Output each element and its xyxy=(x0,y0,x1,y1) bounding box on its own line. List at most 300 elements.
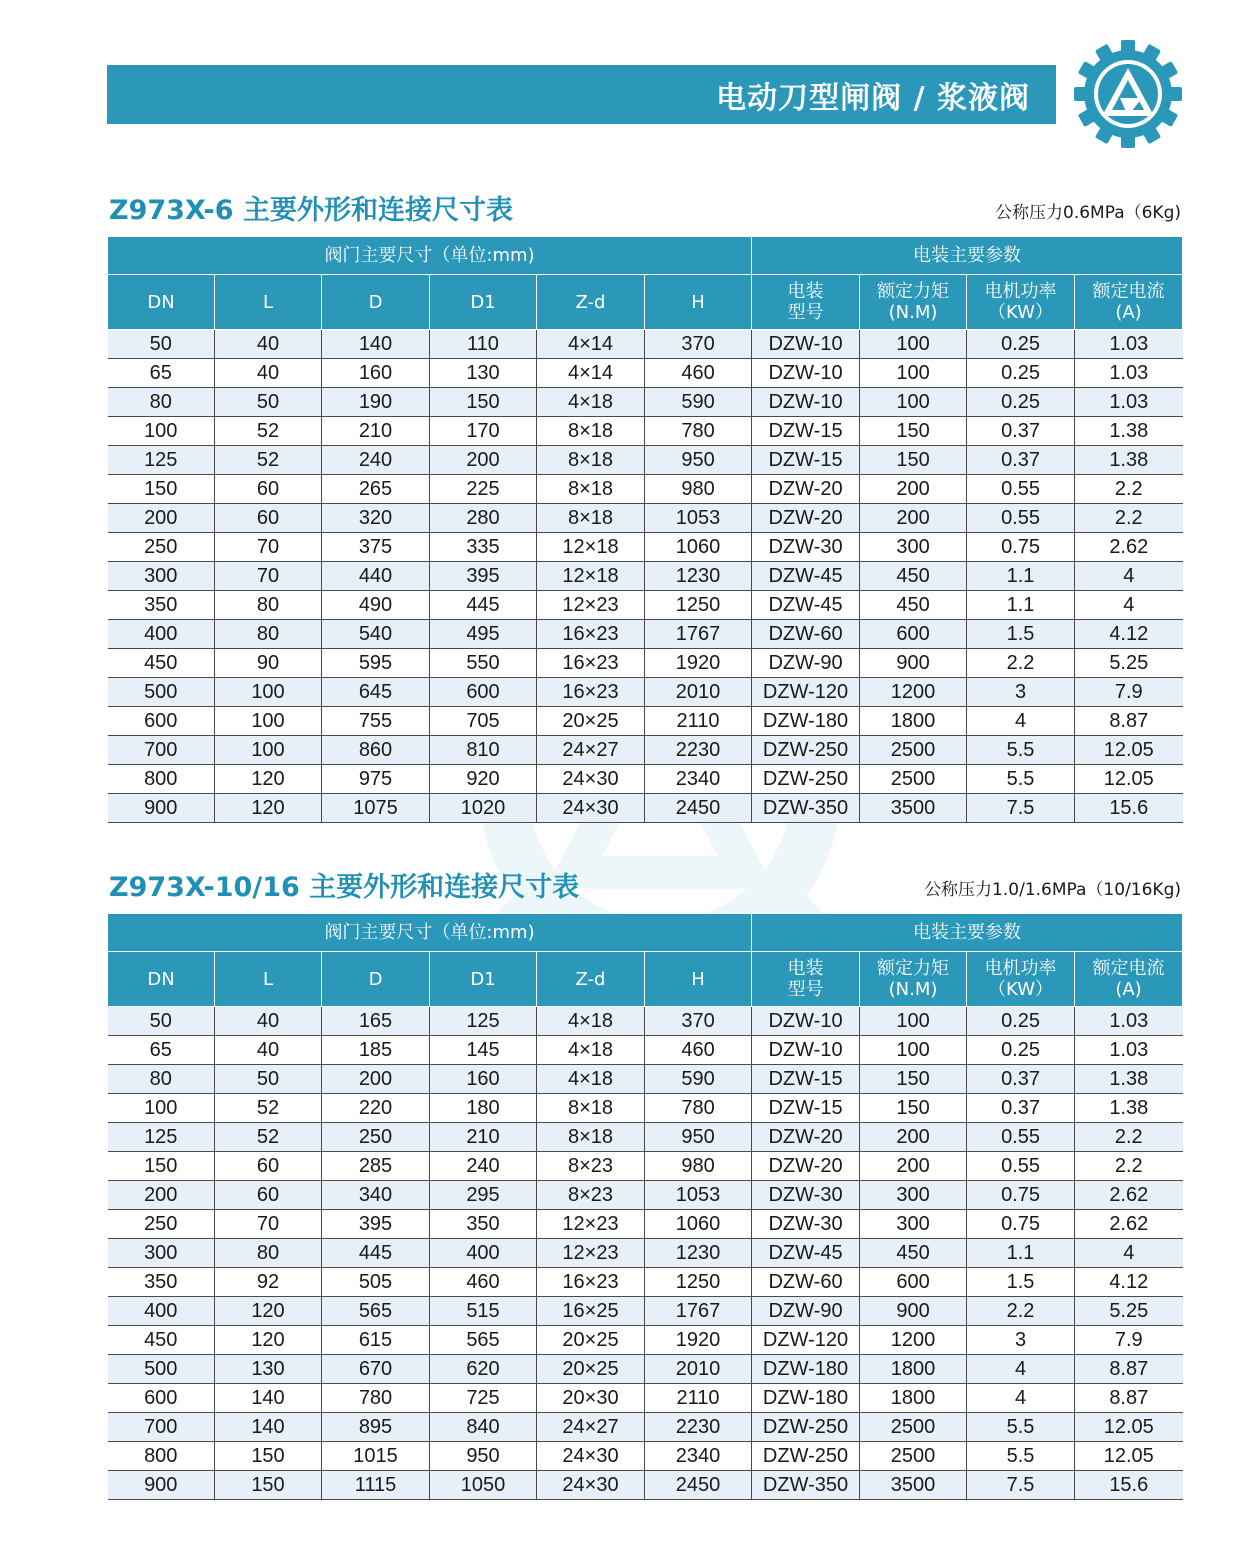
column-header-line: 电装 xyxy=(787,958,824,979)
table-cell: 2.62 xyxy=(1075,533,1183,562)
table-cell: 645 xyxy=(322,678,430,707)
column-header xyxy=(860,275,967,330)
table-cell: 2230 xyxy=(645,1413,752,1442)
table-cell: DZW-10 xyxy=(752,359,860,388)
column-header xyxy=(215,952,322,1007)
column-header xyxy=(322,275,430,330)
table-cell: 370 xyxy=(645,330,752,359)
table-cell: 860 xyxy=(322,736,430,765)
table-cell: 65 xyxy=(108,359,215,388)
table-cell: 250 xyxy=(322,1123,430,1152)
table-cell: DZW-30 xyxy=(752,533,860,562)
table-cell: 40 xyxy=(215,1036,322,1065)
table-cell: 400 xyxy=(430,1239,537,1268)
table-cell: 20×30 xyxy=(537,1384,645,1413)
table-cell: 295 xyxy=(430,1181,537,1210)
table-cell: 0.25 xyxy=(967,1007,1075,1036)
column-header-line: H xyxy=(691,291,705,313)
table-cell: DZW-30 xyxy=(752,1181,860,1210)
table-cell: DZW-120 xyxy=(752,1326,860,1355)
column-header-line: Z-d xyxy=(575,968,606,990)
column-header xyxy=(537,275,645,330)
table-cell: 8×18 xyxy=(537,446,645,475)
table-cell: 250 xyxy=(108,533,215,562)
table-cell: 200 xyxy=(322,1065,430,1094)
table-cell: 16×23 xyxy=(537,620,645,649)
table-cell: 150 xyxy=(860,417,967,446)
column-header xyxy=(322,952,430,1007)
column-header-row xyxy=(108,275,1183,330)
table-cell: DZW-10 xyxy=(752,1036,860,1065)
table-cell: 450 xyxy=(860,1239,967,1268)
table-row xyxy=(108,1326,1183,1355)
table-cell: 0.55 xyxy=(967,1123,1075,1152)
table-cell: 180 xyxy=(430,1094,537,1123)
column-header-line: （KW） xyxy=(988,302,1054,323)
table-cell: 550 xyxy=(430,649,537,678)
table-cell: 12×23 xyxy=(537,591,645,620)
column-header xyxy=(967,275,1075,330)
table-cell: 565 xyxy=(430,1326,537,1355)
table-cell: DZW-350 xyxy=(752,1471,860,1500)
table-cell: 2.2 xyxy=(1075,475,1183,504)
table-cell: 150 xyxy=(108,475,215,504)
table-cell: 8.87 xyxy=(1075,1355,1183,1384)
table-row xyxy=(108,1268,1183,1297)
table-row xyxy=(108,1355,1183,1384)
table-cell: 1250 xyxy=(645,1268,752,1297)
table-cell: 975 xyxy=(322,765,430,794)
table-cell: DZW-180 xyxy=(752,1384,860,1413)
table-row xyxy=(108,1239,1183,1268)
table-cell: 52 xyxy=(215,446,322,475)
table-cell: 8×18 xyxy=(537,1094,645,1123)
column-header xyxy=(537,952,645,1007)
table-cell: 500 xyxy=(108,678,215,707)
table-cell: 0.37 xyxy=(967,1065,1075,1094)
table-cell: DZW-45 xyxy=(752,562,860,591)
table-cell: 190 xyxy=(322,388,430,417)
table-cell: 150 xyxy=(430,388,537,417)
table-cell: 125 xyxy=(430,1007,537,1036)
table-cell: 24×27 xyxy=(537,1413,645,1442)
table-cell: 1.03 xyxy=(1075,1036,1183,1065)
table-cell: 210 xyxy=(430,1123,537,1152)
column-header xyxy=(1075,952,1183,1007)
column-header xyxy=(430,275,537,330)
table-cell: 80 xyxy=(215,1239,322,1268)
table-cell: 900 xyxy=(860,649,967,678)
table-cell: 1230 xyxy=(645,1239,752,1268)
table-row xyxy=(108,678,1183,707)
column-header-line: 电机功率 xyxy=(984,958,1057,979)
table-cell: 40 xyxy=(215,359,322,388)
table-cell: 370 xyxy=(645,1007,752,1036)
table-cell: 50 xyxy=(215,1065,322,1094)
table-cell: 24×30 xyxy=(537,765,645,794)
table-cell: 590 xyxy=(645,388,752,417)
column-header xyxy=(752,275,860,330)
table-cell: DZW-15 xyxy=(752,1065,860,1094)
table-cell: 125 xyxy=(108,1123,215,1152)
table-cell: 515 xyxy=(430,1297,537,1326)
table-cell: 2450 xyxy=(645,794,752,823)
table-row xyxy=(108,504,1183,533)
table-cell: DZW-30 xyxy=(752,1210,860,1239)
table-cell: DZW-250 xyxy=(752,1413,860,1442)
table-cell: 0.25 xyxy=(967,1036,1075,1065)
table-cell: 780 xyxy=(645,1094,752,1123)
table-cell: 600 xyxy=(860,620,967,649)
table-cell: 80 xyxy=(215,591,322,620)
table-cell: 110 xyxy=(430,330,537,359)
table-cell: 0.25 xyxy=(967,359,1075,388)
table-cell: 2340 xyxy=(645,1442,752,1471)
table-cell: 15.6 xyxy=(1075,794,1183,823)
table-cell: DZW-10 xyxy=(752,330,860,359)
table-row xyxy=(108,359,1183,388)
table-cell: 0.75 xyxy=(967,1181,1075,1210)
column-header-line: 型号 xyxy=(787,979,824,1000)
table-cell: 150 xyxy=(215,1442,322,1471)
table-cell: 1200 xyxy=(860,1326,967,1355)
table-cell: 100 xyxy=(215,736,322,765)
table-cell: 52 xyxy=(215,417,322,446)
table-cell: 100 xyxy=(860,1007,967,1036)
table-cell: 70 xyxy=(215,533,322,562)
table-cell: 8.87 xyxy=(1075,1384,1183,1413)
table-cell: 450 xyxy=(108,1326,215,1355)
table-cell: 24×30 xyxy=(537,1471,645,1500)
table-cell: 780 xyxy=(322,1384,430,1413)
table-cell: 300 xyxy=(860,533,967,562)
table-cell: 200 xyxy=(860,475,967,504)
table-cell: 7.5 xyxy=(967,794,1075,823)
table-cell: 1767 xyxy=(645,620,752,649)
column-header-line: L xyxy=(262,968,274,990)
table-cell: 1060 xyxy=(645,533,752,562)
table-cell: 120 xyxy=(215,765,322,794)
table-cell: 4 xyxy=(967,1384,1075,1413)
table-cell: 1.38 xyxy=(1075,1094,1183,1123)
table-cell: 120 xyxy=(215,794,322,823)
table-cell: 225 xyxy=(430,475,537,504)
table-row xyxy=(108,1384,1183,1413)
table-cell: DZW-15 xyxy=(752,417,860,446)
column-header xyxy=(430,952,537,1007)
table-row xyxy=(108,1181,1183,1210)
table-cell: 440 xyxy=(322,562,430,591)
group-header-valve-dimensions: 阀门主要尺寸（单位:mm) xyxy=(108,914,752,952)
table-cell: 1920 xyxy=(645,1326,752,1355)
column-header xyxy=(645,275,752,330)
table-cell: DZW-45 xyxy=(752,1239,860,1268)
table-cell: 350 xyxy=(430,1210,537,1239)
table-cell: 3 xyxy=(967,678,1075,707)
table-cell: 20×25 xyxy=(537,1355,645,1384)
table-row xyxy=(108,1210,1183,1239)
table-body xyxy=(108,330,1183,823)
table-cell: 4×18 xyxy=(537,1036,645,1065)
table-cell: 24×30 xyxy=(537,1442,645,1471)
table-cell: 50 xyxy=(108,330,215,359)
table-cell: 755 xyxy=(322,707,430,736)
table-cell: 840 xyxy=(430,1413,537,1442)
table-cell: 210 xyxy=(322,417,430,446)
column-header-line: (N.M) xyxy=(888,302,938,323)
table-cell: 1.38 xyxy=(1075,417,1183,446)
table-body xyxy=(108,1007,1183,1500)
table-cell: 7.9 xyxy=(1075,678,1183,707)
table-cell: 200 xyxy=(860,1123,967,1152)
table-cell: 5.25 xyxy=(1075,1297,1183,1326)
table-row xyxy=(108,1471,1183,1500)
table-row xyxy=(108,533,1183,562)
table-cell: 4×18 xyxy=(537,1007,645,1036)
table-cell: 280 xyxy=(430,504,537,533)
table-cell: 4×14 xyxy=(537,330,645,359)
table-cell: 1767 xyxy=(645,1297,752,1326)
table-cell: 2230 xyxy=(645,736,752,765)
table-cell: 3500 xyxy=(860,1471,967,1500)
table-cell: 565 xyxy=(322,1297,430,1326)
table-cell: 200 xyxy=(430,446,537,475)
table-cell: 100 xyxy=(215,678,322,707)
table-cell: 20×25 xyxy=(537,1326,645,1355)
table-cell: DZW-20 xyxy=(752,504,860,533)
table-cell: 40 xyxy=(215,330,322,359)
table-cell: 12.05 xyxy=(1075,1442,1183,1471)
table-cell: 0.55 xyxy=(967,1152,1075,1181)
table-cell: 400 xyxy=(108,620,215,649)
table-row xyxy=(108,794,1183,823)
table-cell: 450 xyxy=(860,591,967,620)
table-cell: 1.5 xyxy=(967,1268,1075,1297)
table-cell: 1.38 xyxy=(1075,1065,1183,1094)
table-cell: 1250 xyxy=(645,591,752,620)
table-row xyxy=(108,765,1183,794)
table-cell: 0.37 xyxy=(967,417,1075,446)
table-cell: 4×18 xyxy=(537,388,645,417)
table-cell: DZW-60 xyxy=(752,1268,860,1297)
table-cell: 70 xyxy=(215,562,322,591)
table-cell: DZW-90 xyxy=(752,649,860,678)
table-cell: 590 xyxy=(645,1065,752,1094)
column-header-line: 额定力矩 xyxy=(877,281,950,302)
table-cell: DZW-120 xyxy=(752,678,860,707)
table-cell: 2.62 xyxy=(1075,1181,1183,1210)
table-cell: 12.05 xyxy=(1075,765,1183,794)
table-row xyxy=(108,1065,1183,1094)
table-cell: 8.87 xyxy=(1075,707,1183,736)
table-cell: 670 xyxy=(322,1355,430,1384)
column-header-line: 额定电流 xyxy=(1092,281,1165,302)
table-cell: 90 xyxy=(215,649,322,678)
table-cell: 5.25 xyxy=(1075,649,1183,678)
table-row xyxy=(108,1036,1183,1065)
table-cell: 285 xyxy=(322,1152,430,1181)
table-cell: 0.37 xyxy=(967,1094,1075,1123)
table-cell: 50 xyxy=(108,1007,215,1036)
group-header-valve-dimensions: 阀门主要尺寸（单位:mm) xyxy=(108,237,752,275)
table-cell: 500 xyxy=(108,1355,215,1384)
table-cell: 8×18 xyxy=(537,1123,645,1152)
table-cell: DZW-20 xyxy=(752,1152,860,1181)
table-cell: 170 xyxy=(430,417,537,446)
table-cell: 100 xyxy=(108,417,215,446)
table-cell: 24×27 xyxy=(537,736,645,765)
table-row xyxy=(108,1007,1183,1036)
spec-table-1 xyxy=(107,236,1183,823)
table-cell: 160 xyxy=(322,359,430,388)
table-cell: 200 xyxy=(860,1152,967,1181)
table-cell: 900 xyxy=(860,1297,967,1326)
table-cell: 5.5 xyxy=(967,1442,1075,1471)
table-cell: 1060 xyxy=(645,1210,752,1239)
table-cell: 125 xyxy=(108,446,215,475)
table-cell: 2.2 xyxy=(967,649,1075,678)
column-header-line: L xyxy=(262,291,274,313)
table-cell: 70 xyxy=(215,1210,322,1239)
table-cell: 800 xyxy=(108,765,215,794)
table-cell: 0.37 xyxy=(967,446,1075,475)
table-cell: 1200 xyxy=(860,678,967,707)
column-header-line: H xyxy=(691,968,705,990)
table-cell: 12.05 xyxy=(1075,1413,1183,1442)
table-cell: 265 xyxy=(322,475,430,504)
table-cell: 0.75 xyxy=(967,1210,1075,1239)
table-cell: DZW-180 xyxy=(752,1355,860,1384)
table-cell: 8×18 xyxy=(537,475,645,504)
table-cell: 460 xyxy=(645,359,752,388)
table-cell: 705 xyxy=(430,707,537,736)
table-cell: 4 xyxy=(967,707,1075,736)
table-cell: 150 xyxy=(860,1094,967,1123)
table-cell: 2110 xyxy=(645,1384,752,1413)
table-cell: 100 xyxy=(108,1094,215,1123)
table-cell: 3500 xyxy=(860,794,967,823)
table-cell: 250 xyxy=(108,1210,215,1239)
table-cell: 1.03 xyxy=(1075,330,1183,359)
table-cell: 12×23 xyxy=(537,1239,645,1268)
table-cell: 150 xyxy=(108,1152,215,1181)
table-cell: DZW-10 xyxy=(752,388,860,417)
column-header-line: D xyxy=(368,291,383,313)
table-cell: 950 xyxy=(645,446,752,475)
table-cell: 395 xyxy=(322,1210,430,1239)
table-cell: 445 xyxy=(322,1239,430,1268)
table-cell: 0.25 xyxy=(967,330,1075,359)
table-cell: 240 xyxy=(430,1152,537,1181)
table-1-title: Z973X-6 主要外形和连接尺寸表 xyxy=(109,195,513,226)
table-cell: 200 xyxy=(108,504,215,533)
column-header xyxy=(108,952,215,1007)
column-header-line: D1 xyxy=(470,291,496,313)
table-cell: 60 xyxy=(215,1181,322,1210)
table-cell: 100 xyxy=(215,707,322,736)
table-cell: 2.62 xyxy=(1075,1210,1183,1239)
column-header xyxy=(967,952,1075,1007)
column-header-line: 电机功率 xyxy=(984,281,1057,302)
table-row xyxy=(108,1094,1183,1123)
table-cell: 60 xyxy=(215,504,322,533)
table-cell: 1075 xyxy=(322,794,430,823)
table-cell: 92 xyxy=(215,1268,322,1297)
table-cell: 2500 xyxy=(860,1442,967,1471)
table-cell: 2500 xyxy=(860,736,967,765)
table-cell: 1053 xyxy=(645,1181,752,1210)
column-header-line: 电装 xyxy=(787,281,824,302)
table-cell: 4 xyxy=(967,1355,1075,1384)
table-cell: 1.03 xyxy=(1075,388,1183,417)
table-cell: 12×23 xyxy=(537,1210,645,1239)
table-cell: 1115 xyxy=(322,1471,430,1500)
table-cell: 3 xyxy=(967,1326,1075,1355)
table-cell: 5.5 xyxy=(967,765,1075,794)
table-cell: 300 xyxy=(860,1210,967,1239)
table-cell: 0.55 xyxy=(967,475,1075,504)
table-cell: 4 xyxy=(1075,562,1183,591)
table-cell: 980 xyxy=(645,1152,752,1181)
table-cell: DZW-15 xyxy=(752,1094,860,1123)
table-cell: 615 xyxy=(322,1326,430,1355)
table-cell: 780 xyxy=(645,417,752,446)
table-cell: 400 xyxy=(108,1297,215,1326)
table-cell: 50 xyxy=(215,388,322,417)
table-cell: DZW-180 xyxy=(752,707,860,736)
table-cell: 20×25 xyxy=(537,707,645,736)
table-row xyxy=(108,417,1183,446)
table-cell: 145 xyxy=(430,1036,537,1065)
table-cell: 445 xyxy=(430,591,537,620)
table-cell: DZW-10 xyxy=(752,1007,860,1036)
table-cell: 1.03 xyxy=(1075,359,1183,388)
table-cell: 1230 xyxy=(645,562,752,591)
table-cell: 450 xyxy=(108,649,215,678)
table-cell: 200 xyxy=(860,504,967,533)
table-cell: 40 xyxy=(215,1007,322,1036)
table-cell: 150 xyxy=(215,1471,322,1500)
table-cell: 160 xyxy=(430,1065,537,1094)
column-header-line: (N.M) xyxy=(888,979,938,1000)
table-row xyxy=(108,591,1183,620)
table-cell: 810 xyxy=(430,736,537,765)
table-cell: DZW-60 xyxy=(752,620,860,649)
column-header-line: 型号 xyxy=(787,302,824,323)
table-cell: 895 xyxy=(322,1413,430,1442)
table-row xyxy=(108,562,1183,591)
column-header xyxy=(752,952,860,1007)
table-cell: DZW-350 xyxy=(752,794,860,823)
table-cell: 725 xyxy=(430,1384,537,1413)
column-header-line: 额定电流 xyxy=(1092,958,1165,979)
table-row xyxy=(108,736,1183,765)
column-header-line: 额定力矩 xyxy=(877,958,950,979)
table-row xyxy=(108,446,1183,475)
column-header-line: D1 xyxy=(470,968,496,990)
table-cell: 1920 xyxy=(645,649,752,678)
table-row xyxy=(108,1442,1183,1471)
table-cell: 120 xyxy=(215,1297,322,1326)
table-cell: 980 xyxy=(645,475,752,504)
table-row xyxy=(108,1123,1183,1152)
table-cell: 8×23 xyxy=(537,1181,645,1210)
table-cell: 1800 xyxy=(860,1355,967,1384)
table-cell: 52 xyxy=(215,1123,322,1152)
table-cell: 620 xyxy=(430,1355,537,1384)
table-cell: 1.38 xyxy=(1075,446,1183,475)
table-cell: 140 xyxy=(215,1413,322,1442)
